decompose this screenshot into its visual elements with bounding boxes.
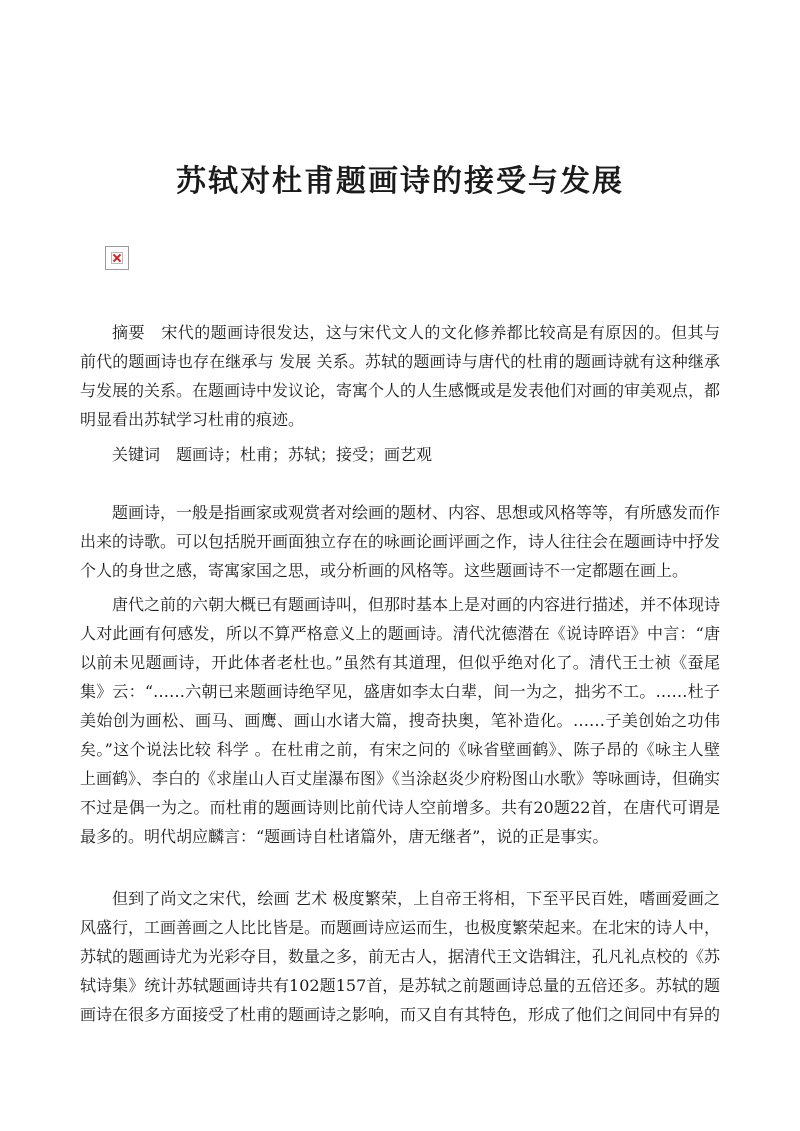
keywords-label: 关键词 — [112, 445, 161, 464]
abstract-paragraph — [80, 318, 720, 434]
keywords-paragraph — [80, 440, 720, 469]
abstract-text: 宋代的题画诗很发达，这与宋代文人的文化修养都比较高是有原因的。但其与前代的题画诗也存在继承与 发展 关系。苏轼的题画诗与唐代的杜甫的题画诗就有这种继承与发展的关系。在题画诗中发议论，寄寓个人的人生感慨或是发表他们对画的审美观点，都明显看出苏轼学习杜甫的痕迹。 — [80, 323, 721, 429]
document-title: 苏轼对杜甫题画诗的接受与发展 — [176, 164, 624, 199]
body-paragraph: 题画诗，一般是指画家或观赏者对绘画的题材、内容、思想或风格等等，有所感发而作出来的诗歌。可以包括脱开画面独立存在的咏画论画评画之作，诗人往往会在题画诗中抒发个人的身世之感，寄寓家国之思，或分析画的风格等。这些题画诗不一定都题在画上。 — [80, 503, 721, 580]
broken-image-icon — [105, 246, 129, 270]
abstract-label: 摘要 — [112, 323, 145, 342]
broken-image-cross — [111, 252, 123, 264]
body-paragraph: 但到了尚文之宋代，绘画 艺术 极度繁荣，上自帝王将相，下至平民百姓，嗜画爱画之风盛行，工画善画之人比比皆是。而题画诗应运而生，也极度繁荣起来。在北宋的诗人中，苏轼的题画诗尤为光彩夺目，数量之多，前无古人，据清代王文诰辑注，孔凡礼点校的《苏轼诗集》统计苏轼题画诗共有102题157首，是苏轼之前题画诗总量的五倍还多。苏轼的题画诗在很多方面接受了杜甫的题画诗之影响，而又自有其特色，形成了他们之间同中有异的 — [80, 889, 721, 1024]
keywords-text: 题画诗；杜甫；苏轼；接受；画艺观 — [176, 445, 433, 464]
body-paragraph: 唐代之前的六朝大概已有题画诗叫，但那时基本上是对画的内容进行描述，并不体现诗人对此画有何感发，所以不算严格意义上的题画诗。清代沈德潜在《说诗晬语》中言：“唐以前未见题画诗，开此体者老杜也。”虽然有其道理，但似乎绝对化了。清代王士祯《蚕尾集》云：“……六朝已来题画诗绝罕见，盛唐如李太白辈，间一为之，拙劣不工。……杜子美始创为画松、画马、画鹰、画山水诸大篇，搜奇抉奥，笔补造化。……子美创始之功伟矣。”这个说法比较 科学 。在杜甫之前，有宋之问的《咏省壁画鹤》、陈子昂的《咏主人壁上画鹤》、李白的《求崖山人百丈崖瀑布图》《当涂赵炎少府粉图山水歌》等咏画诗，但确实不过是偶一为之。而杜甫的题画诗则比前代诗人空前增多。共有20题22首，在唐代可谓是最多的。明代胡应麟言：“题画诗自杜诸篇外，唐无继者”，说的正是事实。 — [80, 595, 721, 846]
